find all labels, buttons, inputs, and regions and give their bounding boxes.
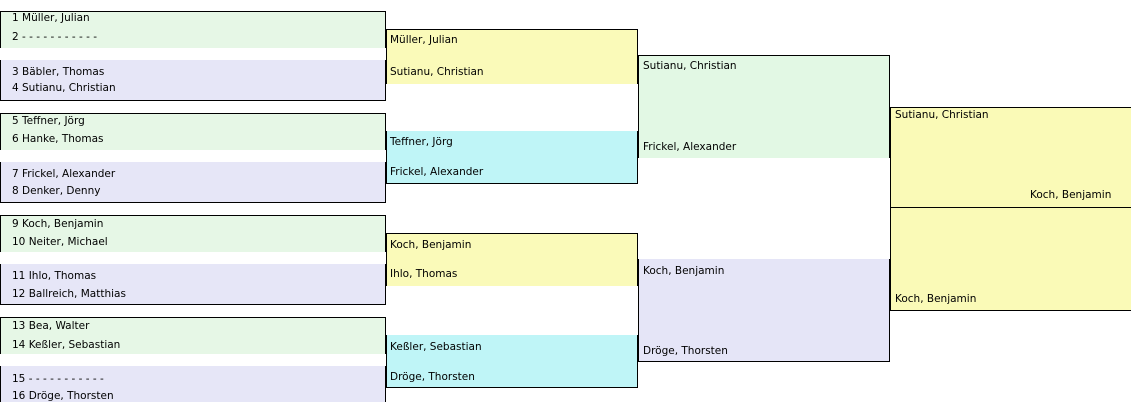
r2-player-5[interactable]: Koch, Benjamin (390, 239, 472, 251)
r2-player-7[interactable]: Keßler, Sebastian (390, 341, 482, 353)
r2-player-6[interactable]: Ihlo, Thomas (390, 268, 458, 280)
r2-player-2[interactable]: Sutianu, Christian (390, 66, 484, 78)
r1-player-7[interactable]: 7 Frickel, Alexander (12, 168, 116, 180)
r1-player-12[interactable]: 12 Ballreich, Matthias (12, 288, 126, 300)
final-divider (890, 207, 1131, 208)
r1-player-8[interactable]: 8 Denker, Denny (12, 185, 101, 197)
r1-player-13[interactable]: 13 Bea, Walter (12, 320, 90, 332)
r2-player-1[interactable]: Müller, Julian (390, 34, 458, 46)
r3-player-1[interactable]: Sutianu, Christian (643, 60, 737, 72)
r1-player-15[interactable]: 15 - - - - - - - - - - - (12, 373, 104, 385)
r1-player-16[interactable]: 16 Dröge, Thorsten (12, 390, 114, 402)
champion-name[interactable]: Koch, Benjamin (1030, 189, 1112, 201)
final-player-1[interactable]: Sutianu, Christian (895, 109, 989, 121)
r2-player-8[interactable]: Dröge, Thorsten (390, 371, 475, 383)
r1-player-1[interactable]: 1 Müller, Julian (12, 12, 90, 24)
r1-player-14[interactable]: 14 Keßler, Sebastian (12, 339, 121, 351)
r1-player-11[interactable]: 11 Ihlo, Thomas (12, 270, 97, 282)
r1-player-9[interactable]: 9 Koch, Benjamin (12, 218, 104, 230)
r1-player-5[interactable]: 5 Teffner, Jörg (12, 115, 85, 127)
r1-player-3[interactable]: 3 Bäbler, Thomas (12, 66, 105, 78)
r1-player-2[interactable]: 2 - - - - - - - - - - - (12, 31, 98, 43)
r3-player-4[interactable]: Dröge, Thorsten (643, 345, 728, 357)
r3-player-2[interactable]: Frickel, Alexander (643, 141, 737, 153)
r1-player-4[interactable]: 4 Sutianu, Christian (12, 82, 116, 94)
r1-player-10[interactable]: 10 Neiter, Michael (12, 236, 108, 248)
final-player-2[interactable]: Koch, Benjamin (895, 293, 977, 305)
r1-player-6[interactable]: 6 Hanke, Thomas (12, 133, 104, 145)
r2-player-4[interactable]: Frickel, Alexander (390, 166, 484, 178)
r3-player-3[interactable]: Koch, Benjamin (643, 265, 725, 277)
r2-player-3[interactable]: Teffner, Jörg (390, 136, 453, 148)
